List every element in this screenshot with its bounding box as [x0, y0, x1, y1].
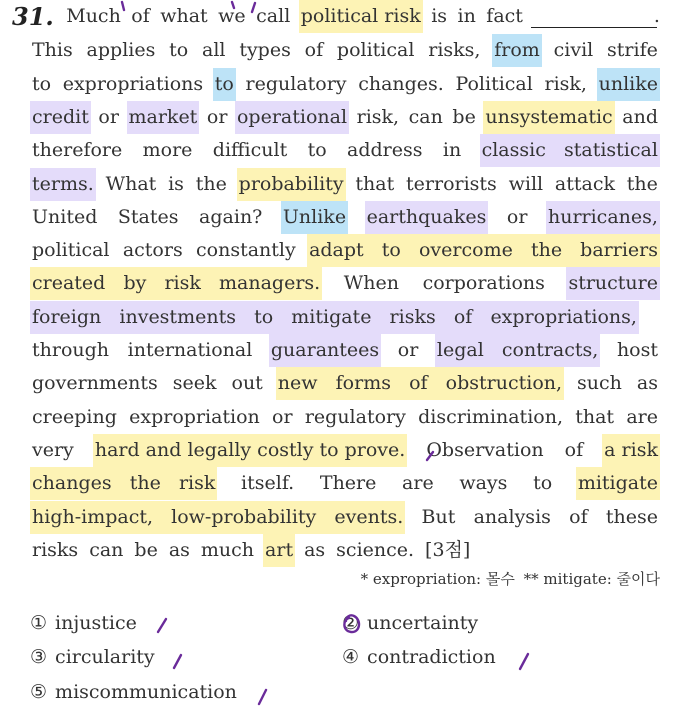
passage-word: regulatory [304, 405, 406, 428]
passage-line [30, 68, 660, 101]
option-text: miscommunication [55, 681, 237, 703]
highlighted-text: unlike [597, 68, 660, 101]
highlighted-text: unsystematic [483, 101, 614, 134]
passage-line [30, 534, 660, 567]
passage-line [30, 334, 660, 367]
highlighted-text: hurricanes, [546, 201, 660, 234]
passage-word: Observation [426, 438, 544, 461]
passage-word: again? [199, 205, 263, 228]
passage-word: of [569, 505, 588, 528]
highlighted-text: market [127, 101, 200, 134]
passage-word: such [577, 372, 622, 395]
passage-word: international [127, 339, 253, 361]
passage-word: or [272, 405, 293, 428]
passage-word: that [355, 172, 395, 195]
passage-word: these [605, 505, 658, 528]
passage-line [30, 501, 660, 534]
passage-word: in [442, 139, 462, 162]
passage-word: expropriation [129, 405, 260, 428]
passage-word: the [195, 172, 227, 195]
highlighted-text: structure [566, 267, 660, 300]
passage-word: difficult [212, 139, 288, 162]
option-2[interactable] [342, 612, 478, 634]
highlighted-text: foreign investments to mitigate risks of expropriations, [30, 301, 639, 334]
passage-word: political [336, 39, 415, 62]
passage-word: the [626, 172, 658, 195]
question-number: 31. [12, 2, 54, 31]
passage-word: in [457, 5, 476, 27]
highlighted-text: probability [237, 168, 346, 201]
passage-word: strife [607, 39, 658, 62]
passage-word: call [256, 5, 291, 27]
slash-mark-option-4 [520, 654, 528, 669]
passage-word: will [508, 172, 544, 195]
slash-mark-option-3 [174, 655, 181, 668]
passage-word: civil [553, 39, 594, 62]
passage-word: is [431, 5, 448, 27]
passage-word: risks, [428, 39, 481, 62]
highlighted-text: a risk [602, 434, 660, 467]
passage-word: are [402, 472, 434, 495]
option-text: uncertainty [367, 612, 479, 634]
option-number: ① [30, 612, 48, 634]
passage-word: What [105, 172, 157, 195]
highlighted-text: mitigate [576, 467, 660, 500]
passage-word: more [142, 139, 193, 162]
highlighted-text: new forms of obstruction, [276, 367, 564, 400]
highlighted-text: legal contracts, [435, 334, 600, 367]
option-4[interactable] [342, 646, 496, 668]
highlighted-text: credit [30, 101, 91, 134]
footnote-expropriation: * expropriation: 몰수 [360, 570, 515, 588]
passage-word: to [533, 472, 553, 495]
highlighted-text: operational [235, 101, 349, 134]
passage-word: States [117, 205, 179, 228]
passage-word: When [343, 272, 400, 295]
passage-word: terrorists [406, 172, 497, 195]
option-number: ③ [30, 646, 48, 668]
passage-line [12, 0, 660, 33]
highlighted-text: political risk [299, 0, 423, 33]
passage-line [30, 34, 660, 67]
passage-word: through [32, 339, 110, 361]
passage-word: risk, [544, 72, 587, 95]
highlighted-text: to [213, 68, 236, 101]
highlighted-text: high-impact, low-probability events. [30, 501, 405, 534]
passage-word: This [32, 39, 73, 62]
passage-word: applies [86, 39, 156, 62]
passage-word: risks [32, 538, 79, 561]
passage-word: or [397, 339, 419, 361]
option-number: ⑤ [30, 681, 48, 703]
passage-word: creeping [32, 405, 117, 428]
footnote [357, 568, 660, 589]
passage-word: of [564, 438, 584, 461]
passage-line [30, 201, 660, 234]
highlighted-text: created by risk managers. [30, 267, 322, 300]
passage-word: corporations [422, 272, 545, 295]
passage-word: and [622, 105, 658, 128]
passage-word: we [218, 5, 246, 27]
passage-word: to [32, 72, 52, 95]
passage-word: science. [336, 538, 415, 561]
highlighted-text: classic statistical [480, 134, 660, 167]
passage-word: is [168, 172, 184, 195]
highlighted-text: guarantees [269, 334, 381, 367]
passage-word: host [616, 339, 658, 361]
option-number: ④ [342, 646, 360, 668]
footnote-mitigate: ** mitigate: 줄이다 [523, 570, 660, 588]
answer-blank [531, 5, 657, 28]
passage-word: as [168, 538, 190, 561]
highlighted-text: earthquakes [365, 201, 489, 234]
passage-word: Political [455, 72, 533, 95]
passage-line [30, 367, 660, 400]
passage-word: But [421, 505, 456, 528]
passage-word: of [304, 39, 324, 62]
passage-word: discrimination, [418, 405, 563, 428]
passage-word: itself. [241, 472, 295, 495]
passage-word: out [231, 372, 263, 395]
passage-word: to [169, 39, 189, 62]
passage-word: expropriations [62, 72, 204, 95]
passage-line [30, 267, 660, 300]
option-5[interactable] [30, 681, 237, 703]
passage-word: or [206, 105, 228, 128]
passage-word: [3점] [425, 538, 471, 561]
passage-line [30, 234, 660, 267]
passage-word: There [319, 472, 377, 495]
highlighted-text: from [492, 34, 542, 67]
passage-word: fact [486, 5, 523, 27]
option-text: contradiction [367, 646, 496, 668]
option-number: ② [342, 612, 360, 634]
option-3[interactable] [30, 646, 155, 668]
passage-word: therefore [32, 139, 123, 162]
passage-word: address [347, 139, 423, 162]
passage-line [30, 101, 660, 134]
passage-word: of [131, 5, 150, 27]
passage-line [30, 134, 660, 167]
passage-word: actors [122, 239, 183, 262]
highlighted-text: Unlike [281, 201, 348, 234]
highlighted-text: changes the risk [30, 467, 217, 500]
passage-word: seek [172, 372, 217, 395]
slash-mark-option-1 [158, 619, 166, 632]
passage-word: can [408, 105, 443, 128]
passage-line [30, 301, 660, 334]
passage-word: be [134, 538, 158, 561]
passage-word: ways [459, 472, 508, 495]
passage-word: types [239, 39, 291, 62]
slash-mark-option-5 [259, 690, 266, 704]
sentence-period: . [653, 5, 660, 27]
passage-word: regulatory [245, 72, 347, 95]
passage-word: what [160, 5, 208, 27]
highlighted-text: art [263, 534, 295, 567]
passage-word: or [98, 105, 119, 128]
passage-line [30, 467, 660, 500]
option-text: circularity [55, 646, 155, 668]
passage-word: changes. [358, 72, 444, 95]
highlighted-text: adapt to overcome the barriers [307, 234, 660, 267]
passage-line [30, 401, 660, 434]
passage-word: risk, [356, 105, 400, 128]
passage-word: are [626, 405, 658, 428]
passage-line [30, 434, 660, 467]
option-text: injustice [55, 612, 137, 634]
passage-word: United [32, 205, 98, 228]
passage-word: as [636, 372, 658, 395]
passage-word: attack [554, 172, 615, 195]
passage-word: constantly [196, 239, 296, 262]
passage-word: political [32, 239, 110, 262]
option-1[interactable] [30, 612, 137, 634]
passage-word: as [304, 538, 326, 561]
highlighted-text: hard and legally costly to prove. [93, 434, 408, 467]
passage-word: governments [32, 372, 158, 395]
passage-word: all [202, 39, 226, 62]
passage-word: to [307, 139, 327, 162]
passage-word: very [32, 438, 74, 461]
passage-word: Much [66, 5, 121, 27]
highlighted-text: terms. [30, 168, 96, 201]
passage-word: much [200, 538, 255, 561]
passage-word: analysis [473, 505, 551, 528]
passage-word: or [506, 205, 528, 228]
passage-word: be [452, 105, 476, 128]
passage-word: that [575, 405, 615, 428]
passage-word: can [89, 538, 124, 561]
passage-line [30, 168, 660, 201]
